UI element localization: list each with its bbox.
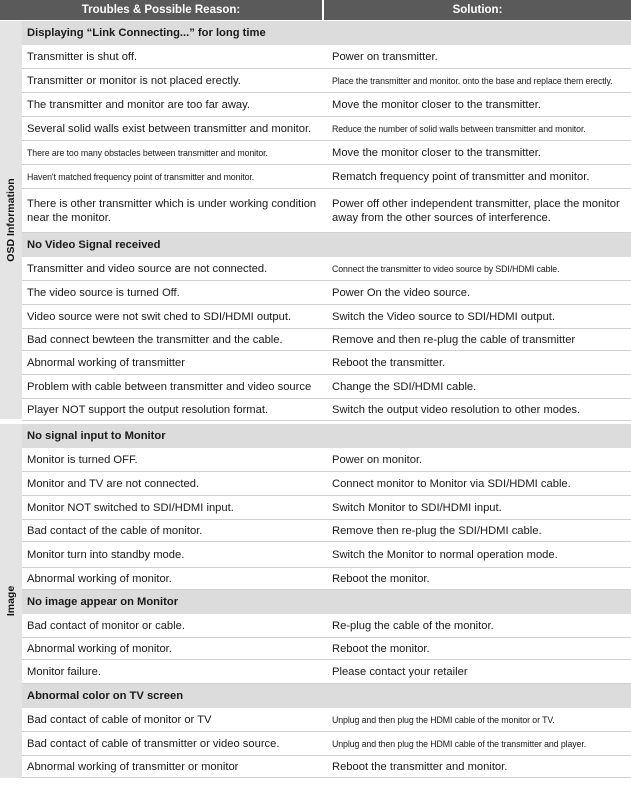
solution-cell: Change the SDI/HDMI cable. [332, 381, 477, 393]
problem-cell: Several solid walls exist between transmitter and monitor. [27, 123, 312, 135]
solution-cell: Switch Monitor to SDI/HDMI input. [332, 502, 502, 514]
row-divider [22, 777, 631, 778]
solution-cell: Please contact your retailer [332, 666, 468, 678]
problem-cell: Video source were not swit ched to SDI/HDMI output. [27, 311, 292, 323]
table-row [22, 708, 631, 732]
section-title: No image appear on Monitor [22, 590, 631, 614]
problem-cell: Bad contact of the cable of monitor. [27, 525, 203, 537]
problem-cell: Abnormal working of transmitter or monitor [27, 761, 239, 773]
solution-cell: Power on transmitter. [332, 51, 438, 63]
solution-cell: Power On the video source. [332, 287, 471, 299]
solution-cell: Switch the Monitor to normal operation mode. [332, 549, 558, 561]
solution-cell: Remove and then re-plug the cable of transmitter [332, 334, 576, 346]
table-row [22, 45, 631, 69]
table-row [22, 614, 631, 638]
problem-cell: The video source is turned Off. [27, 287, 180, 299]
problem-cell: The transmitter and monitor are too far away. [27, 99, 251, 111]
table-row [22, 448, 631, 472]
table-row [22, 756, 631, 778]
section-title: No signal input to Monitor [22, 424, 631, 448]
solution-cell: Reboot the monitor. [332, 573, 430, 585]
problem-cell: Abnormal working of monitor. [27, 573, 172, 585]
table-row [22, 329, 631, 351]
problem-cell: Player NOT support the output resolution format. [27, 404, 269, 416]
section-title: Abnormal color on TV screen [22, 684, 631, 708]
table-row [22, 189, 631, 233]
solution-cell: Switch the output video resolution to other modes. [332, 404, 581, 416]
problem-cell: Transmitter and video source are not connected. [27, 263, 268, 275]
header-troubles: Troubles & Possible Reason: [0, 0, 322, 20]
solution-cell: Reboot the transmitter. [332, 357, 446, 369]
solution-cell: Move the monitor closer to the transmitter. [332, 99, 541, 111]
table-row [22, 69, 631, 93]
header-solution: Solution: [324, 0, 631, 20]
solution-cell: Power off other independent transmitter, place the monitor away from the other sources of interference. [332, 198, 620, 224]
problem-cell: There is other transmitter which is under working condition near the monitor. [27, 198, 317, 224]
problem-cell: There are too many obstacles between transmitter and monitor. [27, 147, 268, 158]
row-divider [22, 420, 631, 421]
table-row [22, 638, 631, 660]
table-row [22, 117, 631, 141]
solution-cell: Place the transmitter and monitor. onto the base and replace them erectly. [332, 75, 613, 86]
table-row [22, 257, 631, 281]
group-label: Image [5, 585, 17, 617]
problem-cell: Transmitter or monitor is not placed erectly. [27, 75, 241, 87]
group-sidebar [0, 424, 22, 778]
group-label: OSD Information [5, 178, 17, 262]
solution-cell: Reduce the number of solid walls between transmitter and monitor. [332, 123, 586, 134]
problem-cell: Monitor turn into standby mode. [27, 549, 185, 561]
table-row [22, 351, 631, 375]
section-title: No Video Signal received [22, 233, 631, 257]
problem-cell: Monitor is turned OFF. [27, 454, 138, 466]
solution-cell: Unplug and then plug the HDMI cable of the monitor or TV. [332, 714, 555, 725]
solution-cell: Switch the Video source to SDI/HDMI output. [332, 311, 556, 323]
solution-cell: Connect monitor to Monitor via SDI/HDMI cable. [332, 478, 571, 490]
table-row [22, 520, 631, 542]
table-row [22, 141, 631, 165]
solution-cell: Reboot the transmitter and monitor. [332, 761, 508, 773]
solution-cell: Power on monitor. [332, 454, 423, 466]
problem-cell: Monitor NOT switched to SDI/HDMI input. [27, 502, 234, 514]
problem-cell: Problem with cable between transmitter and video source [27, 381, 312, 393]
table-row [22, 660, 631, 684]
table-row [22, 305, 631, 329]
problem-cell: Transmitter is shut off. [27, 51, 138, 63]
solution-cell: Connect the transmitter to video source by SDI/HDMI cable. [332, 263, 560, 274]
problem-cell: Bad contact of cable of transmitter or video source. [27, 738, 280, 750]
solution-cell: Reboot the monitor. [332, 643, 430, 655]
problem-cell: Abnormal working of transmitter [27, 357, 185, 369]
group-sidebar [0, 21, 22, 419]
table-row [22, 399, 631, 421]
section-title: Displaying “Link Connecting...” for long time [22, 21, 631, 45]
table-row [22, 732, 631, 756]
problem-cell: Monitor failure. [27, 666, 101, 678]
solution-cell: Move the monitor closer to the transmitter. [332, 147, 541, 159]
problem-cell: Haven't matched frequency point of transmitter and monitor. [27, 171, 255, 182]
solution-cell: Remove then re-plug the SDI/HDMI cable. [332, 525, 542, 537]
problem-cell: Monitor and TV are not connected. [27, 478, 200, 490]
table-row [22, 542, 631, 568]
solution-cell: Re-plug the cable of the monitor. [332, 620, 494, 632]
table-row [22, 568, 631, 590]
problem-cell: Bad connect bewteen the transmitter and the cable. [27, 334, 283, 346]
problem-cell: Bad contact of cable of monitor or TV [27, 714, 212, 726]
table-row [22, 375, 631, 399]
table-row [22, 496, 631, 520]
table-row [22, 93, 631, 117]
problem-cell: Bad contact of monitor or cable. [27, 620, 185, 632]
problem-cell: Abnormal working of monitor. [27, 643, 172, 655]
solution-cell: Unplug and then plug the HDMI cable of the transmitter and player. [332, 738, 587, 749]
solution-cell: Rematch frequency point of transmitter and monitor. [332, 171, 590, 183]
table-row [22, 472, 631, 496]
table-row [22, 165, 631, 189]
table-row [22, 281, 631, 305]
